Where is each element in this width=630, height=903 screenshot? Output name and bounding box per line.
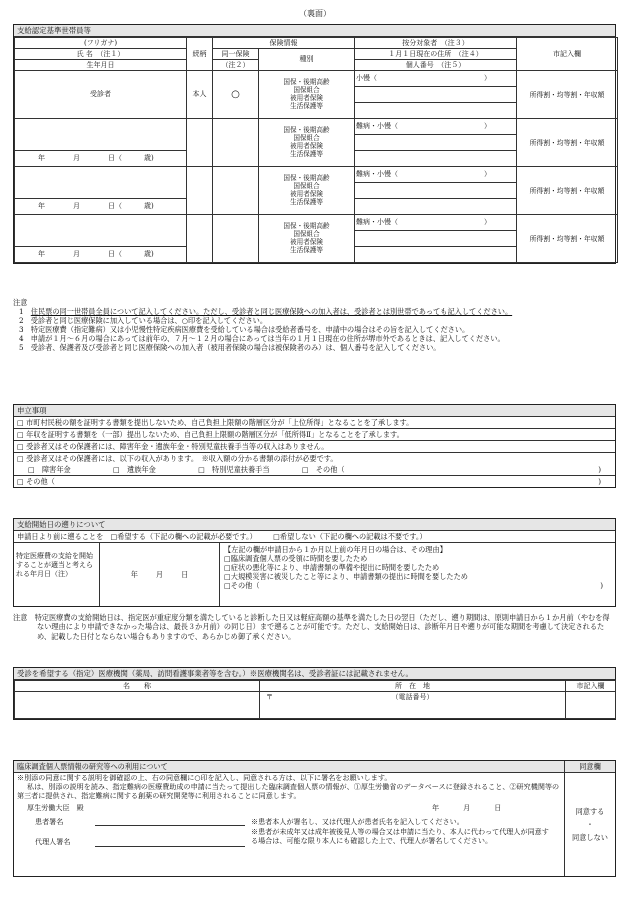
retroactive-title: 支給開始日の遡りについて	[14, 519, 615, 531]
retroactive-no-wish[interactable]: □希望しない（下記の欄への記載は不要です。）	[273, 532, 427, 542]
income-child-allowance[interactable]: □ 特別児童扶養手当	[198, 465, 270, 475]
member-personal-number[interactable]	[355, 199, 517, 215]
income-survivor-pension[interactable]: □ 遺族年金	[113, 465, 156, 475]
member-target-field[interactable]: 難病・小慢（ ）	[355, 119, 517, 135]
reason-option[interactable]: □大規模災害に被災したこと等により、申請書類の提出に時間を要したため	[224, 572, 468, 582]
patient-relation: 本人	[187, 71, 213, 119]
member-address-field[interactable]	[355, 231, 517, 247]
institution-col-name: 名 称	[15, 681, 260, 692]
postal-mark: 〒	[266, 693, 273, 702]
income-other-close: )	[598, 465, 601, 475]
agent-sign-note: ※患者が未成年又は成年被後見人等の場合又は申請に当たり、本人に代わって代理人が同意する場合は、可能な限り本人にも確認した上で、代理人が署名してください。	[251, 827, 549, 846]
institution-address-field[interactable]	[260, 692, 566, 719]
patient-kind[interactable]: 国保・後期高齢 国保組合 被用者保険 生活保護等	[259, 71, 355, 119]
col-relation: 続柄	[187, 38, 213, 71]
patient-same-insurance: ○	[213, 71, 259, 119]
consent-agree-option[interactable]: 同意する	[575, 807, 605, 816]
start-date-label: 特定医療費の支給を開始することが適当と考えられる年月日（注）	[14, 543, 100, 606]
institution-city-field	[566, 692, 616, 719]
consent-header	[14, 761, 615, 773]
declaration-title: 申立事項	[14, 405, 615, 417]
member-target-field[interactable]: 難病・小慢（ ）	[355, 167, 517, 183]
consent-title: 臨床調査個人票情報の研究等への利用について	[14, 761, 565, 772]
institution-col-address: 所 在 地	[260, 681, 566, 692]
member-address-field[interactable]	[355, 183, 517, 199]
patient-city-field: 所得割・均等割・年収額	[517, 71, 618, 119]
notes-head: 注意	[13, 298, 28, 307]
member-target-field[interactable]: 難病・小慢（ ）	[355, 215, 517, 231]
declaration-other[interactable]: □ その他（ )	[17, 477, 601, 487]
institution-table	[14, 680, 616, 719]
page-title: （裏面）	[299, 9, 331, 18]
member-same-insurance-field[interactable]	[213, 119, 259, 167]
member-address-field[interactable]	[355, 135, 517, 151]
agent-sign-row	[17, 828, 561, 847]
income-options	[14, 464, 615, 476]
member-relation-field[interactable]	[187, 215, 213, 263]
member-city-field: 所得割・均等割・年収額	[517, 167, 618, 215]
col-address: １月１日現在の住所 （注４）	[355, 49, 517, 60]
col-name-kana: (フリガナ)	[15, 38, 187, 49]
declaration-section	[13, 404, 616, 488]
reason-block	[220, 543, 615, 606]
retroactive-note: 注意 特定医療費の支給開始日は、指定医が重症度分類を満たしていると診断した日又は軽症高額の基準を満たした日の翌日（ただし、遡り期間は、原則申請日から１か月前（やむを得ない理由により申請できなかった場合は、最長３か月前）の同じ日）まで遡ることが可能です。ただし、支給開始日は、診断年月日や遡りが可能な期間を考慮して決定されるため、記載した日付とならない場合もありますので、あらかじめ御了承ください。	[13, 613, 610, 641]
member-city-field: 所得割・均等割・年収額	[517, 119, 618, 167]
col-insurance: 保険情報	[213, 38, 355, 49]
member-name-field[interactable]	[15, 119, 187, 151]
consent-choice	[565, 773, 615, 876]
note-item: 1 住民票の同一世帯員全員について記入してください。ただし、受診者と同じ医療保険への加入者は、受診者とは別世帯であっても記入してください。	[19, 307, 513, 316]
minister-address: 厚生労働大臣 殿	[27, 802, 84, 812]
declaration-item[interactable]: □ 市町村民税の額を証明する書類を提出しないため、自己負担上限額の階層区分が「上位所得」となることを了承します。	[14, 417, 615, 429]
agent-sign-field[interactable]	[95, 828, 245, 847]
member-personal-number[interactable]	[355, 247, 517, 263]
retroactive-detail	[14, 543, 615, 606]
declaration-item[interactable]: □ 受診者又はその保護者には、以下の収入があります。 ※収入額の分かる書類の添付が必要です。	[17, 454, 338, 464]
member-dob-field[interactable]: 年 月 日（ 歳)	[15, 247, 187, 263]
member-name-field[interactable]	[15, 215, 187, 247]
institution-title: 受診を希望する（指定）医療機関（薬局、訪問看護事業者等を含む。）※医療機関名は、受診者証には記載されません。	[14, 668, 615, 680]
note-item: 4 申請が１月～６月の場合にあっては前年の、７月～１２月の場合にあっては当年の１月１日現在の住所が堺市外であるときは、記入してください。	[19, 334, 505, 343]
col-target: 按分対象者 （注３）	[355, 38, 517, 49]
patient-sign-row	[17, 817, 561, 826]
note-item: 5 受診者、保護者及び受診者と同じ医療保険への加入者（被用者保険の場合は被保険者のみ）は、個人番号を記入してください。	[19, 343, 441, 352]
member-city-field: 所得割・均等割・年収額	[517, 215, 618, 263]
consent-separator: ・	[586, 820, 594, 829]
patient-address-field[interactable]	[355, 87, 517, 103]
col-same-insurance: 同一保険	[213, 49, 259, 60]
reason-option[interactable]: □症状の悪化等により、申請書類の準備や提出に時間を要したため	[224, 563, 440, 573]
col-city: 市記入欄	[517, 38, 618, 71]
institution-col-city: 市記入欄	[566, 681, 616, 692]
start-date-field[interactable]: 年 月 日	[100, 543, 220, 606]
consent-date-row	[17, 804, 561, 813]
col-name: 氏 名 （注１）	[15, 49, 187, 60]
member-kind[interactable]: 国保・後期高齢 国保組合 被用者保険 生活保護等	[259, 215, 355, 263]
consent-col: 同意欄	[579, 762, 601, 771]
col-personal-number: 個人番号 （注５）	[355, 60, 517, 71]
patient-sign-note: ※患者本人が署名し、又は代理人が患者氏名を記入してください。	[251, 816, 464, 826]
member-same-insurance-field[interactable]	[213, 215, 259, 263]
col-dob: 生年月日	[15, 60, 187, 71]
member-dob-field[interactable]: 年 月 日（ 歳)	[15, 199, 187, 215]
patient-sign-label: 患者署名	[35, 816, 64, 826]
member-kind[interactable]: 国保・後期高齢 国保組合 被用者保険 生活保護等	[259, 119, 355, 167]
member-name-field[interactable]	[15, 167, 187, 199]
retroactive-wish[interactable]: 申請日より前に遡ることを □希望する（下記の欄への記載が必要です。）	[17, 532, 257, 542]
income-other[interactable]: □ その他（	[301, 465, 345, 475]
consent-body-row	[14, 773, 615, 876]
member-personal-number[interactable]	[355, 151, 517, 167]
household-table	[14, 37, 618, 263]
consent-body	[14, 773, 565, 876]
member-dob-field[interactable]: 年 月 日（ 歳)	[15, 151, 187, 167]
member-kind[interactable]: 国保・後期高齢 国保組合 被用者保険 生活保護等	[259, 167, 355, 215]
reason-option[interactable]: □臨床調査個人票の受領に時間を要したため	[224, 554, 368, 564]
col-same-insurance-note: （注２）	[213, 60, 259, 71]
notes-block	[13, 298, 616, 352]
household-section-title: 支給認定基準世帯員等	[14, 25, 615, 37]
consent-text: 私は、別添の説明を読み、指定難病の医療費助成の申請に当たって提出した臨床調査個人票の情報が、①厚生労働省のデータベースに登録されること、②研究機関等の第三者に提供され、指定難病に関する創薬の研究開発等に利用されることに同意します。	[17, 781, 560, 800]
member-relation-field[interactable]	[187, 167, 213, 215]
note-item: 3 特定医療費（指定難病）又は小児慢性特定疾病医療費を受給している場合は受給者番号を、申請中の場合はその旨を記入してください。	[19, 325, 470, 334]
consent-date-field[interactable]: 年 月 日	[432, 802, 502, 812]
note-item: 2 受診者と同じ医療保険に加入している場合は、○印を記入してください。	[19, 316, 268, 325]
institution-name-field[interactable]	[15, 692, 260, 719]
patient-sign-field[interactable]	[95, 817, 245, 826]
consent-lead: ※別添の同意に関する説明を御確認の上、右の同意欄に○印を記入し、同意される方は、以下に署名をお願いします。	[17, 773, 392, 782]
income-disability-pension[interactable]: □ 障害年金	[28, 465, 71, 475]
phone-label: （電話番号）	[391, 693, 434, 701]
patient-personal-number[interactable]	[355, 103, 517, 119]
col-kind: 種別	[259, 49, 355, 71]
household-section	[13, 24, 616, 264]
declaration-item[interactable]: □ 受診者又はその保護者には、障害年金・遺族年金・特別児童扶養手当等の収入はありません。	[14, 441, 615, 453]
member-relation-field[interactable]	[187, 119, 213, 167]
consent-disagree-option[interactable]: 同意しない	[572, 833, 608, 842]
patient-name-cell[interactable]: 受診者	[15, 71, 187, 119]
agent-sign-label: 代理人署名	[35, 837, 71, 847]
consent-section	[13, 760, 616, 877]
institution-section	[13, 667, 616, 720]
reason-option-other[interactable]: □その他（ )	[224, 581, 603, 591]
retroactive-section	[13, 518, 616, 607]
member-same-insurance-field[interactable]	[213, 167, 259, 215]
declaration-item[interactable]: □ 年収を証明する書類を（一部）提出しないため、自己負担上限額の階層区分が「低所得Ⅱ」となることを了承します。	[14, 429, 615, 441]
patient-target-field[interactable]: 小慢（ ）	[355, 71, 517, 87]
reason-head: 【左記の欄が申請日から１か月以上前の年月日の場合は、その理由】	[224, 545, 447, 555]
retroactive-wish-row	[14, 531, 615, 543]
